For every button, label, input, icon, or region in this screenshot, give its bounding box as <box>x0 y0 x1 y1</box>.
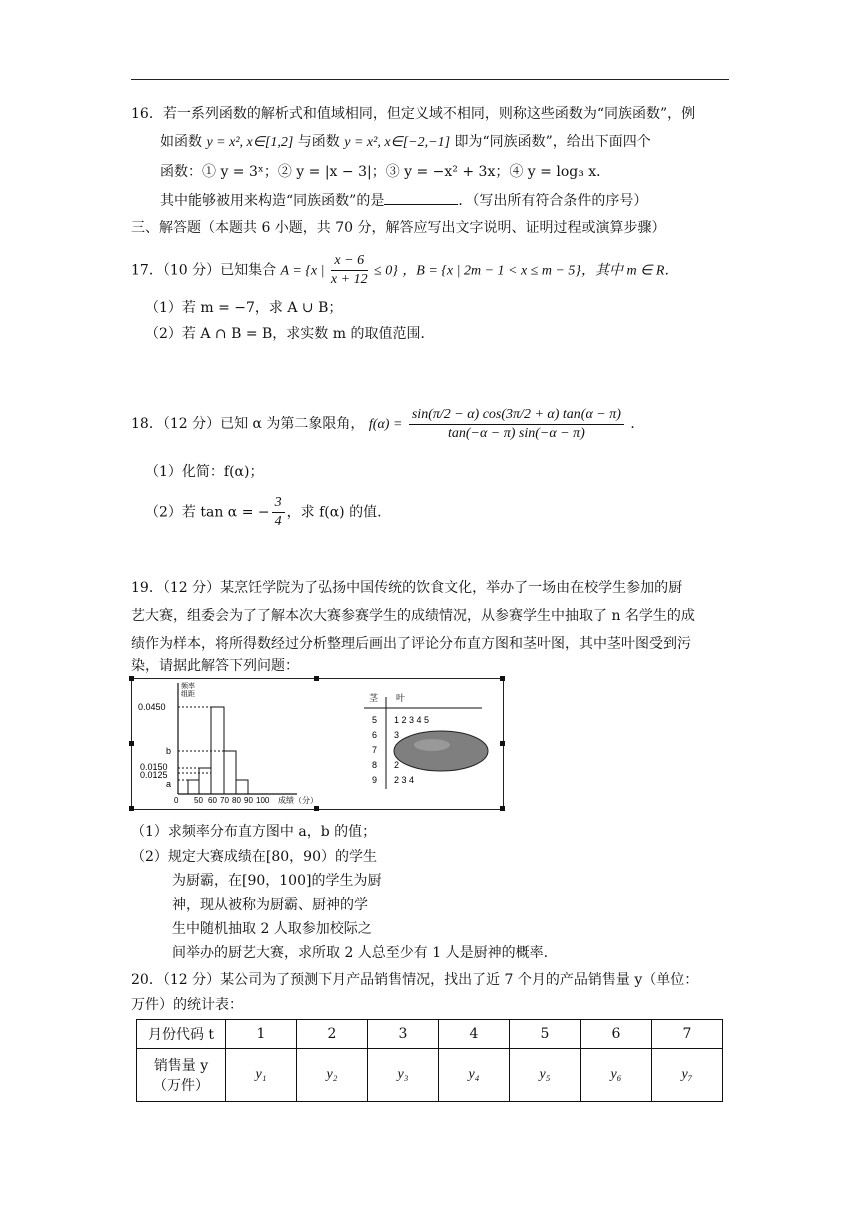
table-row <box>137 1049 723 1102</box>
table-header-cell: 1 <box>226 1020 297 1049</box>
hist-xtick-0: 0 <box>174 796 179 805</box>
q16-line3: 函数：① y = 3ˣ；② y = |x − 3|；③ y = −x² + 3x；④ y = log₃ x． <box>160 164 611 180</box>
q18-p2b: ，求 f(α) 的值. <box>286 504 382 521</box>
table-header-cell: 月份代码 t <box>137 1020 226 1049</box>
q17-part1: （1）若 m = −7，求 A ∪ B； <box>145 300 343 316</box>
stem-6: 6 <box>372 730 378 740</box>
hist-xtick-4: 80 <box>232 796 241 805</box>
q17-fraction <box>331 252 368 289</box>
q16-l2d: y = x², x∈[−2,−1] <box>344 135 451 150</box>
smudge-stain <box>394 731 488 771</box>
q17-head: 17．（10 分）已知集合 <box>131 262 277 279</box>
hist-xlabel: 成绩（分） <box>278 796 318 805</box>
q18-fraction <box>409 406 624 443</box>
q18-den: tan(−α − π) sin(−α − π) <box>447 425 585 441</box>
hist-ylabel-1: 频率 <box>181 683 195 690</box>
q19-line4: 染，请据此解答下列问题： <box>131 658 299 674</box>
q16-line4 <box>160 190 647 211</box>
table-row <box>137 1020 723 1049</box>
table-cell: y₆ <box>581 1049 652 1102</box>
leaf-row-8: 2 <box>394 760 400 770</box>
leaf-row-9: 2 3 4 <box>394 775 415 785</box>
q16-l4a: 其中能够被用来构造“同族函数”的是 <box>160 193 385 209</box>
leaf-header: 叶 <box>396 693 406 703</box>
q19-line3: 绩作为样本，将所得数经过分析整理后画出了评论分布直方图和茎叶图，其中茎叶图受到污 <box>131 636 691 652</box>
q16-line2 <box>160 132 651 153</box>
hist-ytick-2: 0.0150 <box>140 762 168 772</box>
q20-line1: 20．（12 分）某公司为了预测下月产品销售情况，找出了近 7 个月的产品销售量 y（单位： <box>131 972 699 988</box>
q16-l2e: 即为“同族函数”，给出下面四个 <box>454 134 651 150</box>
hist-bar-90-100 <box>236 780 248 794</box>
q16-l2a: 如函数 <box>160 134 202 150</box>
q17-setA-post: ≤ 0} <box>374 263 398 279</box>
stem-9: 9 <box>372 775 378 785</box>
q19-part2e: 间举办的厨艺大赛，求所取 2 人总至少有 1 人是厨神的概率. <box>172 945 549 961</box>
hist-xtick-6: 100 <box>256 796 270 805</box>
hist-xtick-3: 70 <box>220 796 229 805</box>
table-header-cell: 5 <box>510 1020 581 1049</box>
q18-part2 <box>145 494 382 531</box>
header-rule <box>131 79 729 80</box>
row-label-1: 销售量 y <box>153 1058 209 1074</box>
table-cell: y₂ <box>297 1049 368 1102</box>
q17-setA-pre: A = {x | <box>280 263 325 279</box>
q19-part2b: 为厨霸，在[90，100]的学生为厨 <box>172 873 382 889</box>
leaf-row-6: 3 <box>394 730 400 740</box>
q19-part1: （1）求频率分布直方图中 a，b 的值； <box>131 824 377 840</box>
table-cell: y₇ <box>652 1049 723 1102</box>
table-cell: y₃ <box>368 1049 439 1102</box>
hist-ytick-1: b <box>166 746 172 756</box>
stem-header: 茎 <box>369 693 379 703</box>
q18-part1: （1）化简：f(α)； <box>145 464 264 480</box>
figure-svg <box>132 679 503 809</box>
table-header-cell: 2 <box>297 1020 368 1049</box>
table-row-label <box>137 1049 226 1102</box>
table-cell: y₁ <box>226 1049 297 1102</box>
table-header-cell: 4 <box>439 1020 510 1049</box>
q16-l2b: y = x², x∈[1,2] <box>206 135 294 150</box>
q19-figure <box>131 678 504 810</box>
hist-ytick-4: a <box>166 779 172 789</box>
q17-setB: ，B = {x | 2m − 1 < x ≤ m − 5}，其中 m ∈ R． <box>402 263 679 279</box>
stem-8: 8 <box>372 760 378 770</box>
q18-lhs: f(α) = <box>368 417 403 432</box>
leaf-row-5: 1 2 3 4 5 <box>394 715 430 725</box>
q19-line1: 19．（12 分）某烹饪学院为了弘扬中国传统的饮食文化，举办了一场由在校学生参加的厨 <box>131 580 683 596</box>
q19-part2a: （2）规定大赛成绩在[80，90）的学生 <box>131 849 377 865</box>
table-cell: y₄ <box>439 1049 510 1102</box>
q18-p2-fraction <box>272 494 285 531</box>
q18-p2-num: 3 <box>272 494 285 513</box>
hist-xtick-1: 50 <box>194 796 203 805</box>
stem-5: 5 <box>372 715 378 725</box>
q20-line2: 万件）的统计表： <box>131 997 243 1013</box>
table-header-cell: 7 <box>652 1020 723 1049</box>
stem-7: 7 <box>372 745 378 755</box>
table-header-cell: 6 <box>581 1020 652 1049</box>
q16-line1: 16．若一系列函数的解析式和值域相同，但定义域不相同，则称这些函数为“同族函数”，例 <box>131 106 696 122</box>
row-label-2: （万件） <box>153 1078 209 1094</box>
hist-bar-60-70 <box>199 768 211 794</box>
q19-line2: 艺大赛，组委会为了了解本次大赛参赛学生的成绩情况，从参赛学生中抽取了 n 名学生的成 <box>131 608 695 624</box>
q17-part2: （2）若 A ∩ B = B，求实数 m 的取值范围． <box>145 326 435 342</box>
sales-table <box>136 1019 723 1102</box>
q18-p2a: （2）若 tan α = − <box>145 504 270 521</box>
q19-part2c: 神，现从被称为厨霸、厨神的学 <box>172 897 368 913</box>
hist-xtick-2: 60 <box>208 796 217 805</box>
hist-bar-80-90 <box>224 751 236 794</box>
hist-xtick-5: 90 <box>244 796 253 805</box>
q18-line1 <box>131 404 644 445</box>
q19-part2d: 生中随机抽取 2 人取参加校际之 <box>172 921 372 937</box>
table-header-cell: 3 <box>368 1020 439 1049</box>
answer-blank <box>384 190 458 205</box>
q17-den: x + 12 <box>330 272 368 287</box>
hist-ytick-3: 0.0125 <box>140 770 168 780</box>
q18-p2-den: 4 <box>274 514 282 529</box>
q16-l4b: ．（写出所有符合条件的序号） <box>458 193 648 209</box>
q18-num: sin(π/2 − α) cos(3π/2 + α) tan(α − π) <box>409 406 624 425</box>
hist-ylabel-2: 组距 <box>181 691 195 698</box>
q17-line1 <box>131 252 678 290</box>
q18-head: 18．（12 分）已知 α 为第二象限角， <box>131 416 365 432</box>
q18-end: ． <box>630 416 645 432</box>
q16-l2c: 与函数 <box>297 134 340 150</box>
table-cell: y₅ <box>510 1049 581 1102</box>
hist-bar-50-60 <box>188 780 199 794</box>
section3-heading: 三、解答题（本题共 6 小题，共 70 分，解答应写出文字说明、证明过程或演算步骤） <box>131 220 666 236</box>
hist-ytick-0: 0.0450 <box>138 702 166 712</box>
q17-num: x − 6 <box>331 252 368 271</box>
